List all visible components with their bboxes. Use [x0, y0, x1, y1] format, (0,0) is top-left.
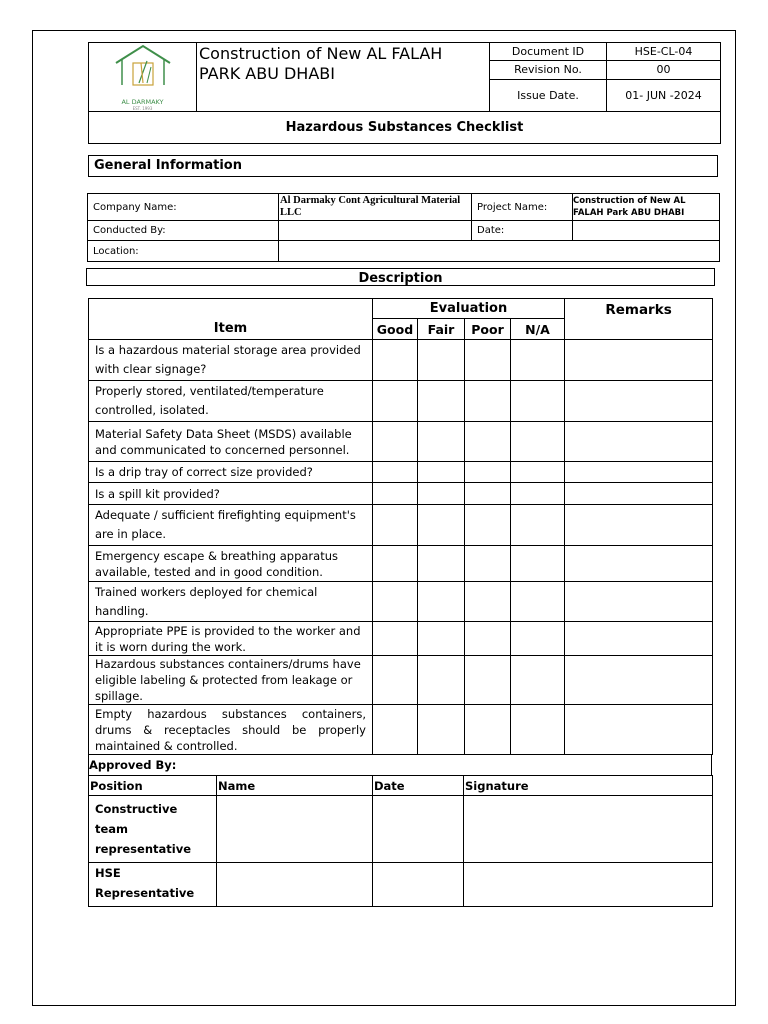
name-header: Name [217, 776, 373, 796]
good-cell[interactable] [373, 340, 418, 381]
item-text: Is a drip tray of correct size provided? [89, 462, 373, 483]
company-name-value: Al Darmaky Cont Agricultural Material LLC [279, 194, 472, 221]
na-cell[interactable] [511, 656, 565, 705]
checklist-row [89, 505, 713, 546]
checklist-row [89, 483, 713, 505]
conducted-by-field[interactable] [279, 221, 472, 241]
good-cell[interactable] [373, 546, 418, 582]
remarks-cell[interactable] [565, 462, 713, 483]
rating-good-header: Good [373, 319, 418, 340]
project-name-value: Construction of New AL FALAH Park ABU DHABI [573, 194, 720, 221]
poor-cell[interactable] [465, 483, 511, 505]
na-cell[interactable] [511, 483, 565, 505]
general-information-heading: General Information [88, 155, 718, 177]
na-cell[interactable] [511, 705, 565, 755]
item-text: Material Safety Data Sheet (MSDS) available and communicated to concerned personnel. [89, 422, 373, 462]
project-title: Construction of New AL FALAH PARK ABU DHABI [197, 43, 490, 112]
evaluation-header: Evaluation [373, 299, 565, 319]
na-cell[interactable] [511, 340, 565, 381]
location-field[interactable] [279, 241, 720, 262]
good-cell[interactable] [373, 462, 418, 483]
checklist-row [89, 546, 713, 582]
item-text: Empty hazardous substances containers, drums & receptacles should be properly maintained & controlled. [89, 705, 373, 755]
checklist-row [89, 622, 713, 656]
poor-cell[interactable] [465, 705, 511, 755]
position-constructive-team: Constructive team representative [89, 796, 217, 863]
logo-text: AL DARMAKY [121, 98, 164, 106]
remarks-cell[interactable] [565, 705, 713, 755]
fair-cell[interactable] [418, 546, 465, 582]
checklist-row [89, 381, 713, 422]
checklist-table [88, 298, 713, 755]
checklist-row [89, 462, 713, 483]
fair-cell[interactable] [418, 622, 465, 656]
na-cell[interactable] [511, 622, 565, 656]
rating-na-header: N/A [511, 319, 565, 340]
checklist-title: Hazardous Substances Checklist [89, 112, 721, 144]
good-cell[interactable] [373, 422, 418, 462]
good-cell[interactable] [373, 381, 418, 422]
poor-cell[interactable] [465, 505, 511, 546]
poor-cell[interactable] [465, 656, 511, 705]
item-text: Is a hazardous material storage area provided with clear signage? [89, 340, 373, 381]
item-header: Item [89, 299, 373, 340]
fair-cell[interactable] [418, 483, 465, 505]
approved-by-heading: Approved By: [88, 754, 712, 775]
poor-cell[interactable] [465, 622, 511, 656]
good-cell[interactable] [373, 705, 418, 755]
document-header [88, 42, 721, 144]
na-cell[interactable] [511, 381, 565, 422]
position-hse-representative: HSE Representative [89, 863, 217, 907]
issue-date-value: 01- JUN -2024 [607, 79, 721, 111]
name-field[interactable] [217, 863, 373, 907]
poor-cell[interactable] [465, 381, 511, 422]
poor-cell[interactable] [465, 462, 511, 483]
poor-cell[interactable] [465, 582, 511, 622]
good-cell[interactable] [373, 505, 418, 546]
fair-cell[interactable] [418, 422, 465, 462]
item-text: Hazardous substances containers/drums have eligible labeling & protected from leakage or spillage. [89, 656, 373, 705]
item-text: Properly stored, ventilated/temperature controlled, isolated. [89, 381, 373, 422]
general-information-table [87, 193, 720, 262]
conducted-by-label: Conducted By: [88, 221, 279, 241]
project-name-label: Project Name: [472, 194, 573, 221]
date-field[interactable] [573, 221, 720, 241]
fair-cell[interactable] [418, 582, 465, 622]
checklist-row [89, 340, 713, 381]
approval-row [89, 863, 713, 907]
description-heading: Description [86, 268, 715, 286]
remarks-cell[interactable] [565, 622, 713, 656]
logo-subtext: EST. 1993 [132, 106, 153, 111]
poor-cell[interactable] [465, 340, 511, 381]
good-cell[interactable] [373, 656, 418, 705]
company-name-label: Company Name: [88, 194, 279, 221]
good-cell[interactable] [373, 622, 418, 656]
remarks-cell[interactable] [565, 381, 713, 422]
good-cell[interactable] [373, 582, 418, 622]
date-header: Date [373, 776, 464, 796]
logo-house-icon [113, 43, 173, 101]
checklist-row [89, 422, 713, 462]
revision-label: Revision No. [490, 61, 607, 79]
checklist-row [89, 656, 713, 705]
remarks-cell[interactable] [565, 483, 713, 505]
item-text: Is a spill kit provided? [89, 483, 373, 505]
remarks-cell[interactable] [565, 546, 713, 582]
document-id-value: HSE-CL-04 [607, 43, 721, 61]
issue-date-label: Issue Date. [490, 79, 607, 111]
signature-header: Signature [464, 776, 713, 796]
remarks-cell[interactable] [565, 340, 713, 381]
approval-row [89, 796, 713, 863]
na-cell[interactable] [511, 422, 565, 462]
checklist-row [89, 582, 713, 622]
fair-cell[interactable] [418, 656, 465, 705]
location-label: Location: [88, 241, 279, 262]
signature-field[interactable] [464, 796, 713, 863]
document-id-label: Document ID [490, 43, 607, 61]
na-cell[interactable] [511, 505, 565, 546]
remarks-header: Remarks [565, 299, 713, 340]
signature-field[interactable] [464, 863, 713, 907]
approval-table [88, 775, 713, 907]
remarks-cell[interactable] [565, 656, 713, 705]
fair-cell[interactable] [418, 705, 465, 755]
fair-cell[interactable] [418, 462, 465, 483]
remarks-cell[interactable] [565, 505, 713, 546]
poor-cell[interactable] [465, 546, 511, 582]
rating-fair-header: Fair [418, 319, 465, 340]
fair-cell[interactable] [418, 340, 465, 381]
na-cell[interactable] [511, 462, 565, 483]
remarks-cell[interactable] [565, 582, 713, 622]
item-text: Trained workers deployed for chemical handling. [89, 582, 373, 622]
fair-cell[interactable] [418, 381, 465, 422]
company-logo [89, 43, 197, 112]
poor-cell[interactable] [465, 422, 511, 462]
revision-value: 00 [607, 61, 721, 79]
good-cell[interactable] [373, 483, 418, 505]
date-label: Date: [472, 221, 573, 241]
name-field[interactable] [217, 796, 373, 863]
checklist-row [89, 705, 713, 755]
item-text: Adequate / sufficient firefighting equipment's are in place. [89, 505, 373, 546]
remarks-cell[interactable] [565, 422, 713, 462]
fair-cell[interactable] [418, 505, 465, 546]
item-text: Appropriate PPE is provided to the worker and it is worn during the work. [89, 622, 373, 656]
date-field[interactable] [373, 796, 464, 863]
date-field[interactable] [373, 863, 464, 907]
item-text: Emergency escape & breathing apparatus available, tested and in good condition. [89, 546, 373, 582]
na-cell[interactable] [511, 546, 565, 582]
na-cell[interactable] [511, 582, 565, 622]
rating-poor-header: Poor [465, 319, 511, 340]
position-header: Position [89, 776, 217, 796]
